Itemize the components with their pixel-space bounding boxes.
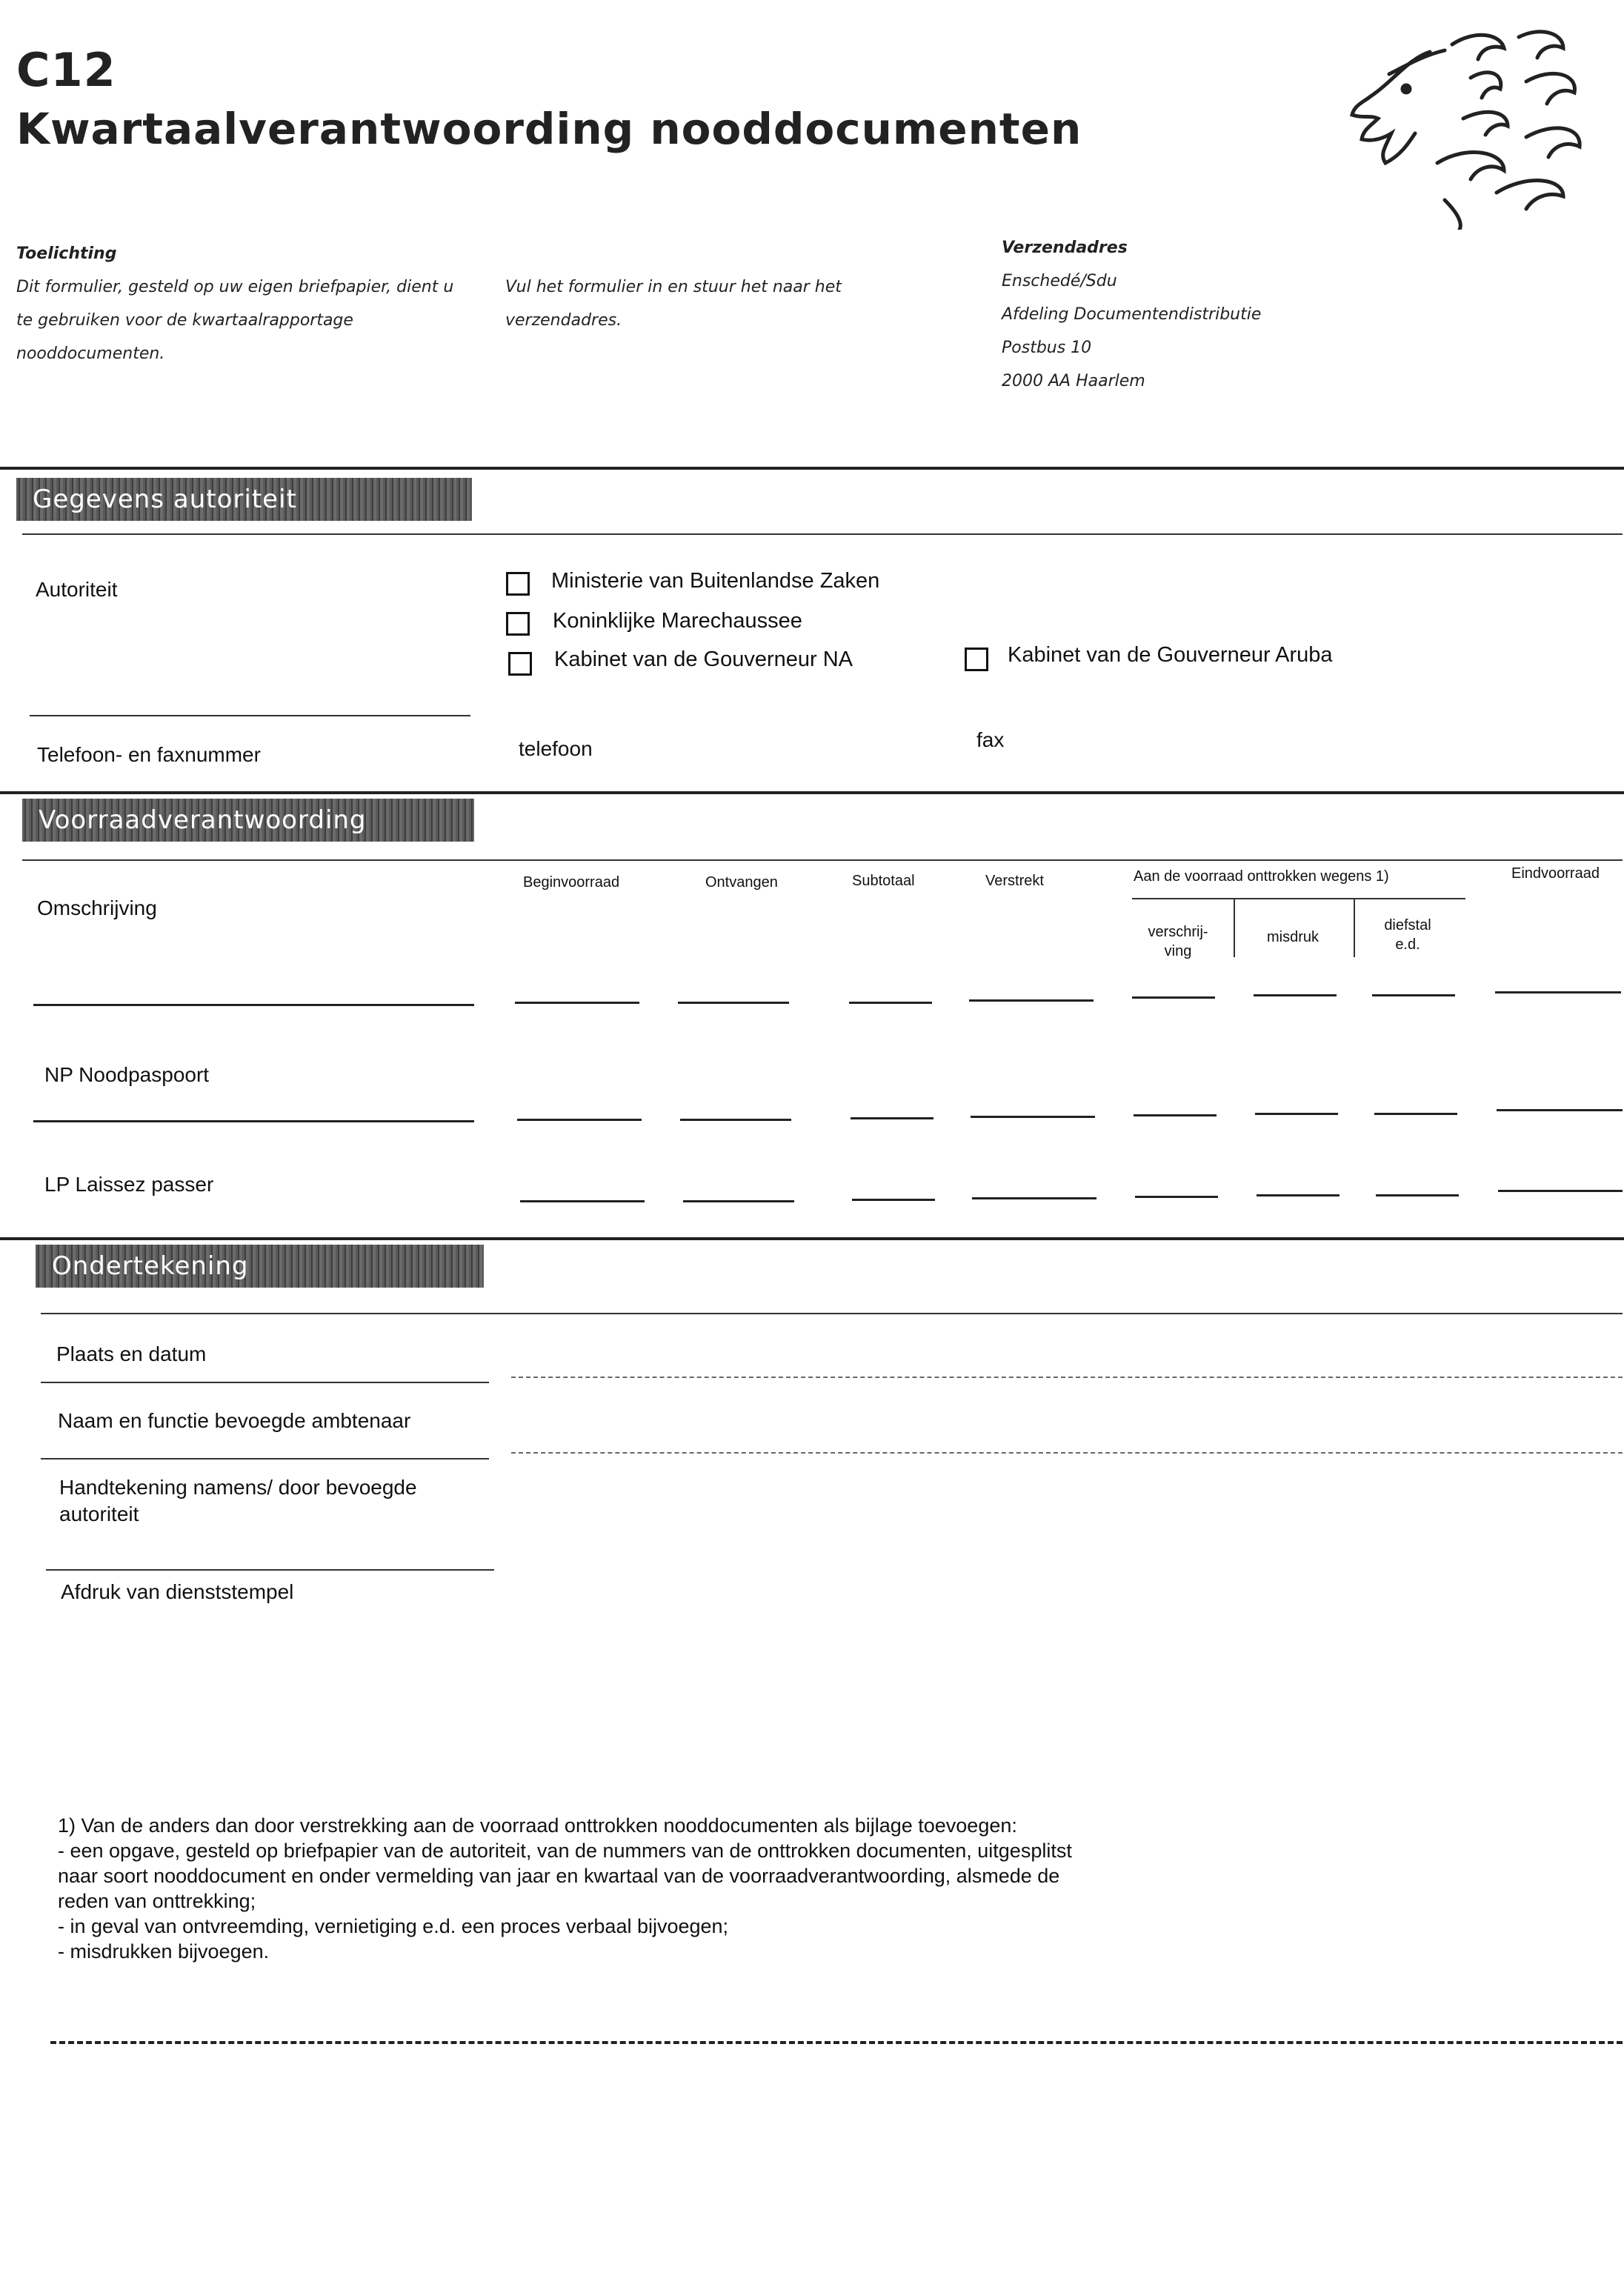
footnote-block xyxy=(58,1813,1072,1964)
divider xyxy=(30,715,470,716)
omschrijving-header: Omschrijving xyxy=(37,896,157,919)
address-line: 2000 AA Haarlem xyxy=(1002,372,1145,390)
col-beginvoorraad: Beginvoorraad xyxy=(523,874,620,891)
row-underline xyxy=(1254,994,1337,996)
checkbox-gouverneur-na[interactable] xyxy=(508,652,532,676)
row-underline xyxy=(1372,994,1455,996)
plaats-datum-label: Plaats en datum xyxy=(56,1342,207,1365)
dienststempel-label: Afdruk van dienststempel xyxy=(61,1580,294,1603)
form-code: C12 xyxy=(16,43,116,97)
row-underline xyxy=(33,1004,474,1006)
np-misdruk-field[interactable] xyxy=(1255,1113,1338,1115)
plaats-datum-field[interactable] xyxy=(511,1377,1623,1378)
lp-diefstal-field[interactable] xyxy=(1376,1194,1459,1196)
toelichting-line: te gebruiken voor de kwartaalrapportage xyxy=(16,311,353,330)
footnote-line: 1) Van de anders dan door verstrekking aan de voorraad onttrokken nooddocumenten als bijlage toevoegen: xyxy=(58,1814,1017,1837)
lion-logo-icon xyxy=(1319,15,1615,230)
divider xyxy=(41,1382,489,1383)
footnote-line: naar soort nooddocument en onder vermelding van jaar en kwartaal van de voorraadverantwoording, alsmede de xyxy=(58,1865,1060,1887)
checkbox-ministerie[interactable] xyxy=(506,572,530,596)
divider xyxy=(22,533,1623,535)
row-underline xyxy=(1495,991,1621,993)
divider xyxy=(41,1458,489,1459)
option-gouverneur-na-label: Kabinet van de Gouverneur NA xyxy=(554,648,853,671)
np-verschrijving-field[interactable] xyxy=(1134,1114,1217,1116)
np-beginvoorraad-field[interactable] xyxy=(517,1119,642,1121)
toelichting-col2 xyxy=(505,270,842,337)
option-ministerie-label: Ministerie van Buitenlandse Zaken xyxy=(551,569,880,593)
divider xyxy=(0,1237,1624,1240)
footnote-line: - een opgave, gesteld op briefpapier van de autoriteit, van de nummers van de onttrokken documenten, uitgesplitst xyxy=(58,1840,1072,1862)
subcol-diefstal: diefstal e.d. xyxy=(1384,917,1431,953)
lp-subtotaal-field[interactable] xyxy=(852,1199,935,1201)
lp-eindvoorraad-field[interactable] xyxy=(1498,1190,1623,1192)
fax-label[interactable]: fax xyxy=(976,728,1005,751)
autoriteit-label: Autoriteit xyxy=(36,578,118,601)
col-subtotaal: Subtotaal xyxy=(852,873,915,889)
section-header-ondertekening: Ondertekening xyxy=(36,1245,484,1288)
naam-functie-label: Naam en functie bevoegde ambtenaar xyxy=(58,1409,411,1432)
divider xyxy=(41,1313,1623,1314)
lp-beginvoorraad-field[interactable] xyxy=(520,1200,645,1202)
col-ontvangen: Ontvangen xyxy=(705,874,778,891)
toelichting-line: Dit formulier, gesteld op uw eigen briefpapier, dient u xyxy=(16,278,454,296)
row-underline xyxy=(515,1002,639,1004)
divider xyxy=(1234,898,1235,957)
row-underline xyxy=(1132,996,1215,999)
divider xyxy=(22,859,1623,861)
toelichting-line: verzendadres. xyxy=(505,311,622,330)
checkbox-marechaussee[interactable] xyxy=(506,612,530,636)
row-underline xyxy=(33,1120,474,1122)
np-diefstal-field[interactable] xyxy=(1374,1113,1457,1115)
toelichting-line: nooddocumenten. xyxy=(16,345,165,363)
cut-line xyxy=(50,2041,1623,2044)
subcol-verschrijving: verschrij- ving xyxy=(1148,924,1208,959)
footnote-line: reden van onttrekking; xyxy=(58,1890,256,1912)
handtekening-label: Handtekening namens/ door bevoegde autoriteit xyxy=(59,1476,417,1525)
verzendadres-block xyxy=(1002,231,1261,398)
section-header-autoriteit: Gegevens autoriteit xyxy=(16,478,472,521)
page-title: Kwartaalverantwoording nooddocumenten xyxy=(16,104,1082,154)
row-underline xyxy=(969,999,1094,1002)
lp-ontvangen-field[interactable] xyxy=(683,1200,794,1202)
naam-functie-field[interactable] xyxy=(511,1452,1623,1454)
lp-verstrekt-field[interactable] xyxy=(972,1197,1096,1199)
address-line: Postbus 10 xyxy=(1002,339,1092,357)
divider xyxy=(1132,898,1465,899)
lp-verschrijving-field[interactable] xyxy=(1135,1196,1218,1198)
row-underline xyxy=(849,1002,932,1004)
verzendadres-heading: Verzendadres xyxy=(1002,239,1128,257)
lp-misdruk-field[interactable] xyxy=(1257,1194,1340,1196)
np-subtotaal-field[interactable] xyxy=(851,1117,934,1119)
telefoon-label[interactable]: telefoon xyxy=(519,737,593,760)
divider xyxy=(0,467,1624,470)
col-group-onttrokken: Aan de voorraad onttrokken wegens 1) xyxy=(1134,868,1389,885)
toelichting-block xyxy=(16,237,453,370)
address-line: Afdeling Documentendistributie xyxy=(1002,305,1262,324)
checkbox-gouverneur-aruba[interactable] xyxy=(965,648,988,671)
address-line: Enschedé/Sdu xyxy=(1002,272,1117,290)
divider xyxy=(0,791,1624,794)
option-marechaussee-label: Koninklijke Marechaussee xyxy=(553,609,802,633)
np-ontvangen-field[interactable] xyxy=(680,1119,791,1121)
col-verstrekt: Verstrekt xyxy=(985,873,1044,889)
toelichting-line: Vul het formulier in en stuur het naar het xyxy=(505,278,842,296)
toelichting-heading: Toelichting xyxy=(16,244,117,263)
row-label-np: NP Noodpaspoort xyxy=(44,1063,210,1086)
subcol-misdruk: misdruk xyxy=(1266,929,1319,945)
option-gouverneur-aruba-label: Kabinet van de Gouverneur Aruba xyxy=(1008,643,1333,667)
col-eindvoorraad: Eindvoorraad xyxy=(1511,865,1600,882)
divider xyxy=(46,1569,494,1571)
telefoon-fax-label: Telefoon- en faxnummer xyxy=(37,743,261,766)
section-header-voorraad: Voorraadverantwoording xyxy=(22,799,474,842)
footnote-line: - in geval van ontvreemding, vernietiging e.d. een proces verbaal bijvoegen; xyxy=(58,1915,729,1937)
row-label-lp: LP Laissez passer xyxy=(44,1173,214,1196)
row-underline xyxy=(678,1002,789,1004)
np-eindvoorraad-field[interactable] xyxy=(1497,1109,1623,1111)
divider xyxy=(1354,898,1355,957)
footnote-line: - misdrukken bijvoegen. xyxy=(58,1940,270,1963)
np-verstrekt-field[interactable] xyxy=(971,1116,1095,1118)
